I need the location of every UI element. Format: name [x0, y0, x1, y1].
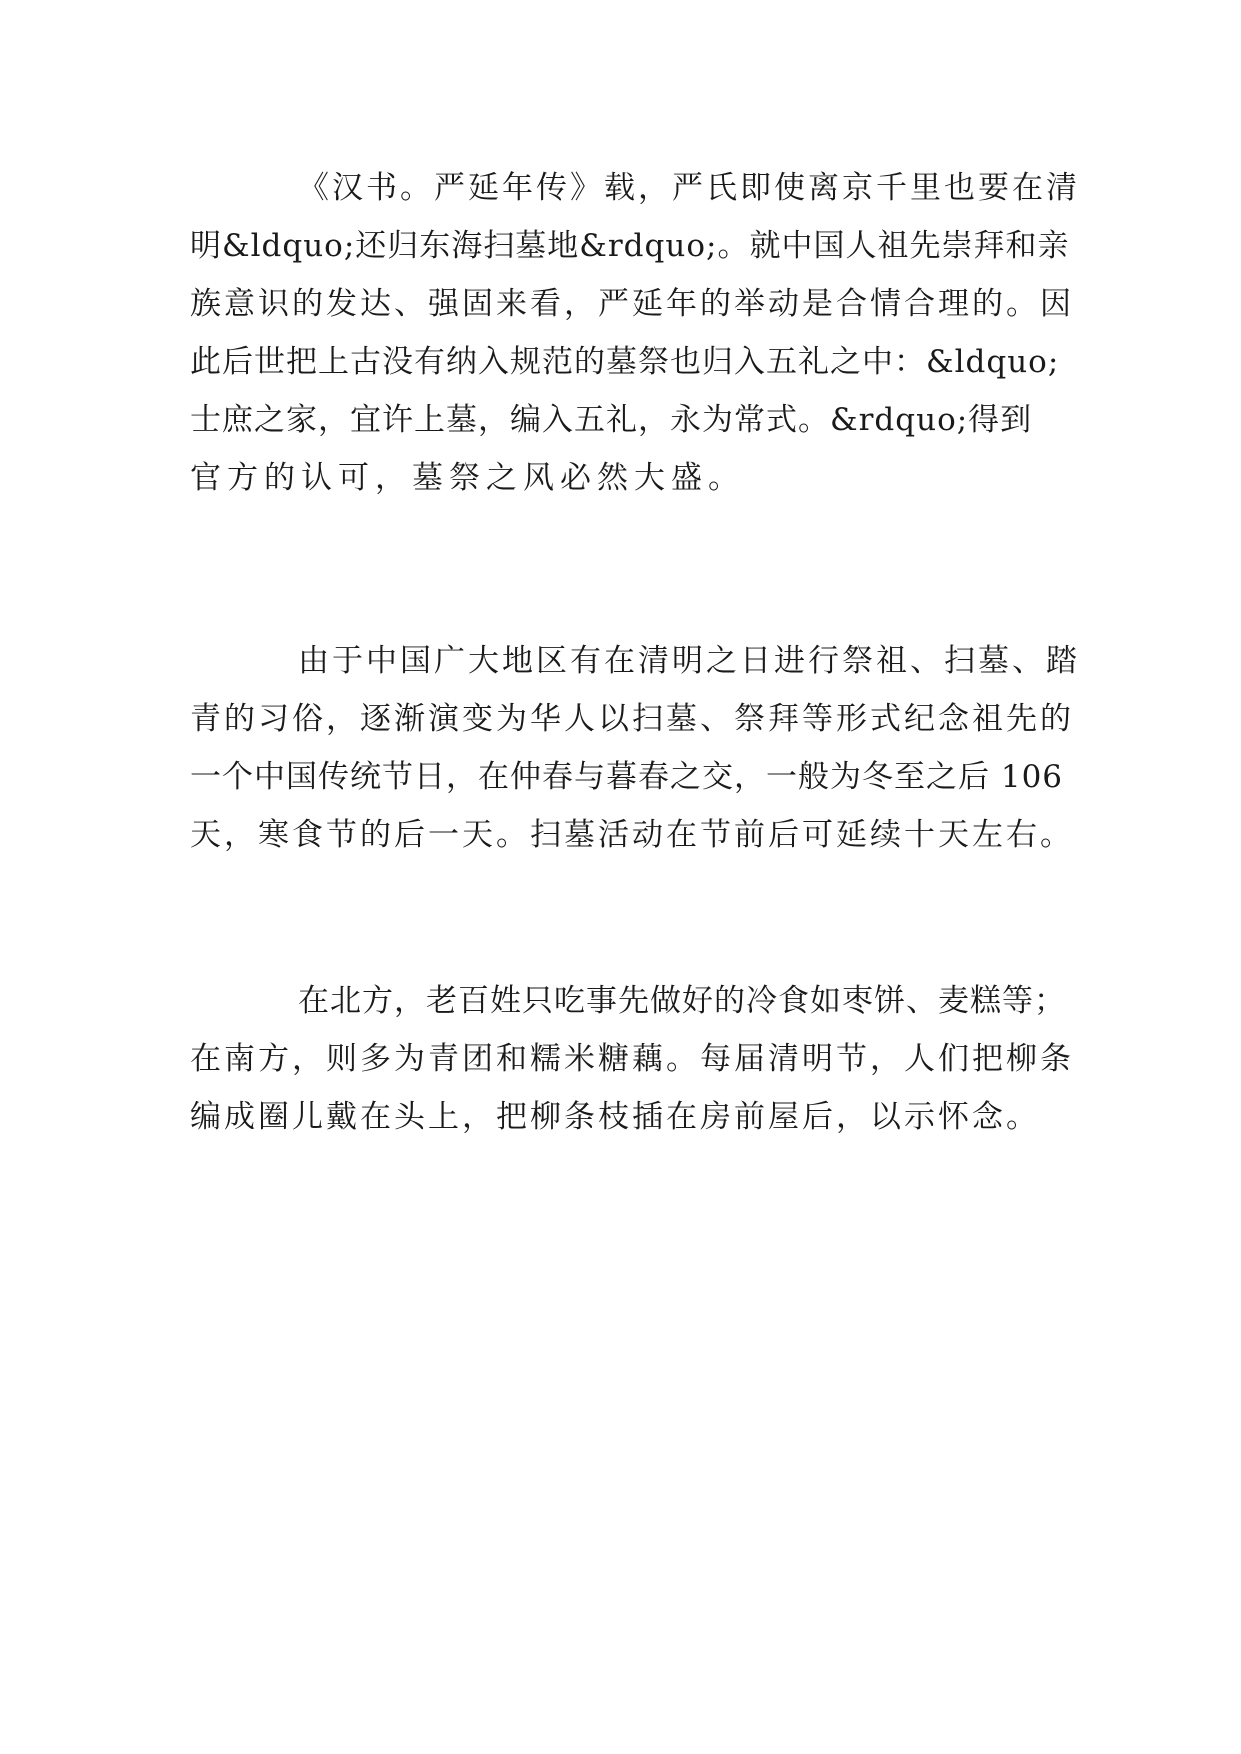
paragraph-line: 族意识的发达、强固来看，严延年的举动是合情合理的。因 [190, 286, 1074, 322]
paragraph-yan-yannian [190, 159, 1080, 507]
paragraph-line: 青的习俗，逐渐演变为华人以扫墓、祭拜等形式纪念祖先的 [190, 701, 1074, 737]
paragraph-line: 明&ldquo;还归东海扫墓地&rdquo;。就中国人祖先崇拜和亲 [190, 228, 1070, 264]
paragraph-line: 官方的认可，墓祭之风必然大盛。 [190, 460, 745, 496]
paragraph-line: 《汉书。严延年传》载，严氏即使离京千里也要在清 [298, 170, 1080, 206]
paragraph-line: 在北方，老百姓只吃事先做好的冷食如枣饼、麦糕等； [298, 983, 1066, 1019]
paragraph-line: 在南方，则多为青团和糯米糖藕。每届清明节，人们把柳条 [190, 1041, 1074, 1077]
paragraph-line: 天，寒食节的后一天。扫墓活动在节前后可延续十天左右。 [190, 817, 1074, 853]
paragraph-line: 此后世把上古没有纳入规范的墓祭也归入五礼之中：&ldquo; [190, 344, 1060, 380]
paragraph-line: 士庶之家，宜许上墓，编入五礼，永为常式。&rdquo;得到 [190, 402, 1033, 438]
paragraph-qingming-origin [190, 632, 1080, 864]
paragraph-line: 一个中国传统节日，在仲春与暮春之交，一般为冬至之后 106 [190, 759, 1064, 795]
paragraph-line: 编成圈儿戴在头上，把柳条枝插在房前屋后，以示怀念。 [190, 1099, 1040, 1135]
paragraph-line: 由于中国广大地区有在清明之日进行祭祖、扫墓、踏 [298, 643, 1080, 679]
paragraph-food-customs [190, 972, 1074, 1146]
